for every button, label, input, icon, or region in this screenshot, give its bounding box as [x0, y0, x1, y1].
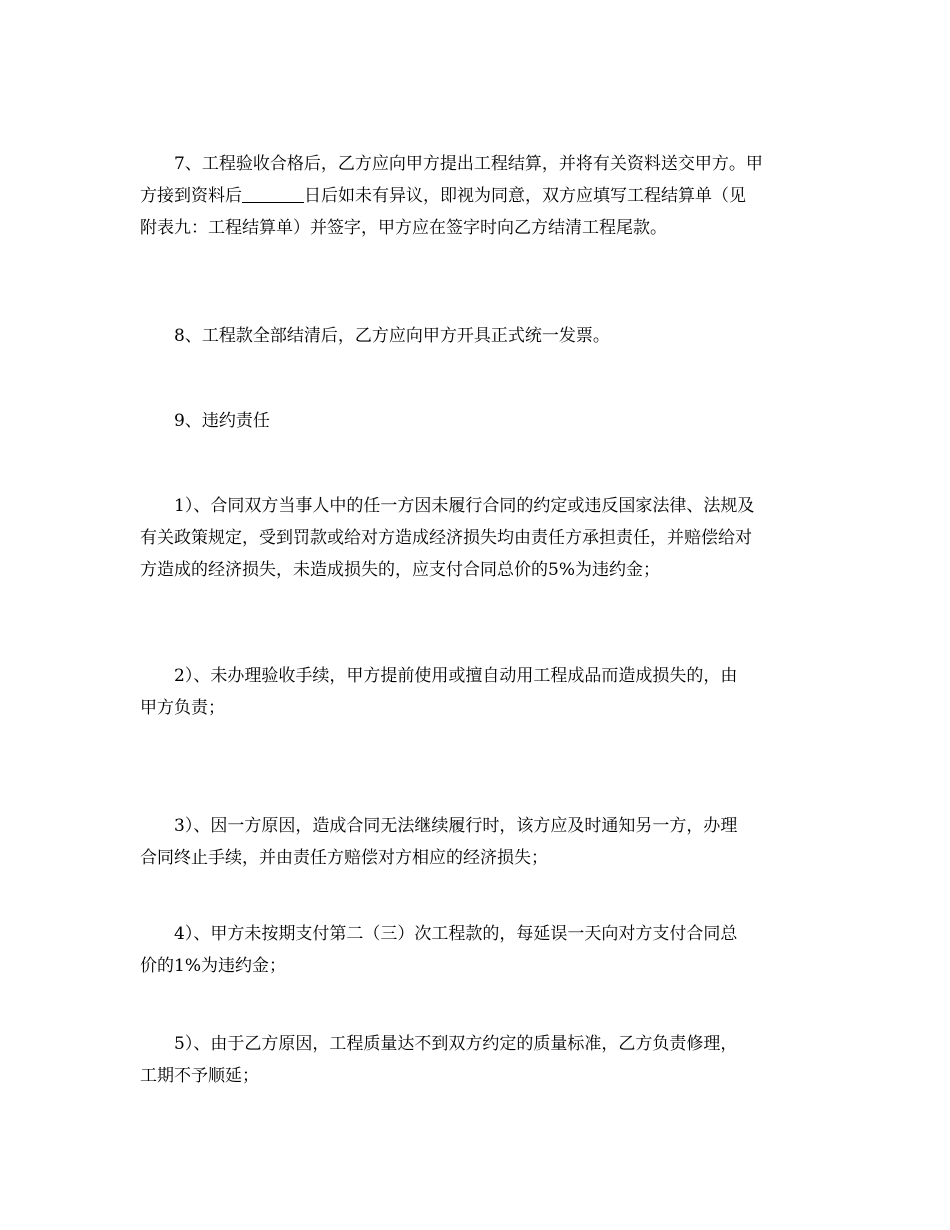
item-2-line-1: 2）、未办理验收手续，甲方提前使用或擅自动用工程成品而造成损失的，由 — [174, 666, 738, 686]
item-2-paragraph — [140, 660, 820, 724]
item-5-line-2: 工期不予顺延； — [140, 1066, 259, 1086]
clause-8-paragraph — [140, 320, 820, 352]
item-1-paragraph — [140, 490, 820, 586]
item-2-line-2: 甲方负责； — [140, 698, 225, 718]
item-5-paragraph — [140, 1028, 820, 1092]
item-4-line-1: 4）、甲方未按期支付第二（三）次工程款的，每延误一天向对方支付合同总 — [174, 924, 738, 944]
clause-7-line-2-start: 方接到资料后 — [140, 186, 242, 206]
item-3-paragraph — [140, 810, 820, 874]
clause-7-line-1: 7、工程验收合格后，乙方应向甲方提出工程结算，并将有关资料送交甲方。甲 — [174, 154, 763, 174]
clause-7-paragraph — [140, 148, 820, 244]
days-blank-field[interactable] — [242, 182, 304, 203]
item-1-line-3: 方造成的经济损失，未造成损失的，应支付合同总价的5%为违约金； — [140, 560, 660, 580]
item-1-line-1: 1）、合同双方当事人中的任一方因未履行合同的约定或违反国家法律、法规及 — [174, 496, 755, 516]
clause-9-heading — [140, 405, 820, 437]
clause-9-line-1: 9、违约责任 — [174, 411, 270, 431]
item-1-line-2: 有关政策规定，受到罚款或给对方造成经济损失均由责任方承担责任，并赔偿给对 — [140, 528, 752, 548]
clause-7-line-2 — [140, 180, 820, 212]
item-4-paragraph — [140, 918, 820, 982]
item-3-line-2: 合同终止手续，并由责任方赔偿对方相应的经济损失； — [140, 848, 548, 868]
clause-7-line-3: 附表九：工程结算单）并签字，甲方应在签字时向乙方结清工程尾款。 — [140, 218, 667, 238]
clause-8-line-1: 8、工程款全部结清后，乙方应向甲方开具正式统一发票。 — [174, 326, 610, 346]
item-5-line-1: 5）、由于乙方原因，工程质量达不到双方约定的质量标准，乙方负责修理， — [174, 1034, 738, 1054]
item-4-line-2: 价的1%为违约金； — [140, 956, 286, 976]
item-3-line-1: 3）、因一方原因，造成合同无法继续履行时，该方应及时通知另一方，办理 — [174, 816, 738, 836]
clause-7-line-2-end: 日后如未有异议，即视为同意，双方应填写工程结算单（见 — [304, 186, 746, 206]
